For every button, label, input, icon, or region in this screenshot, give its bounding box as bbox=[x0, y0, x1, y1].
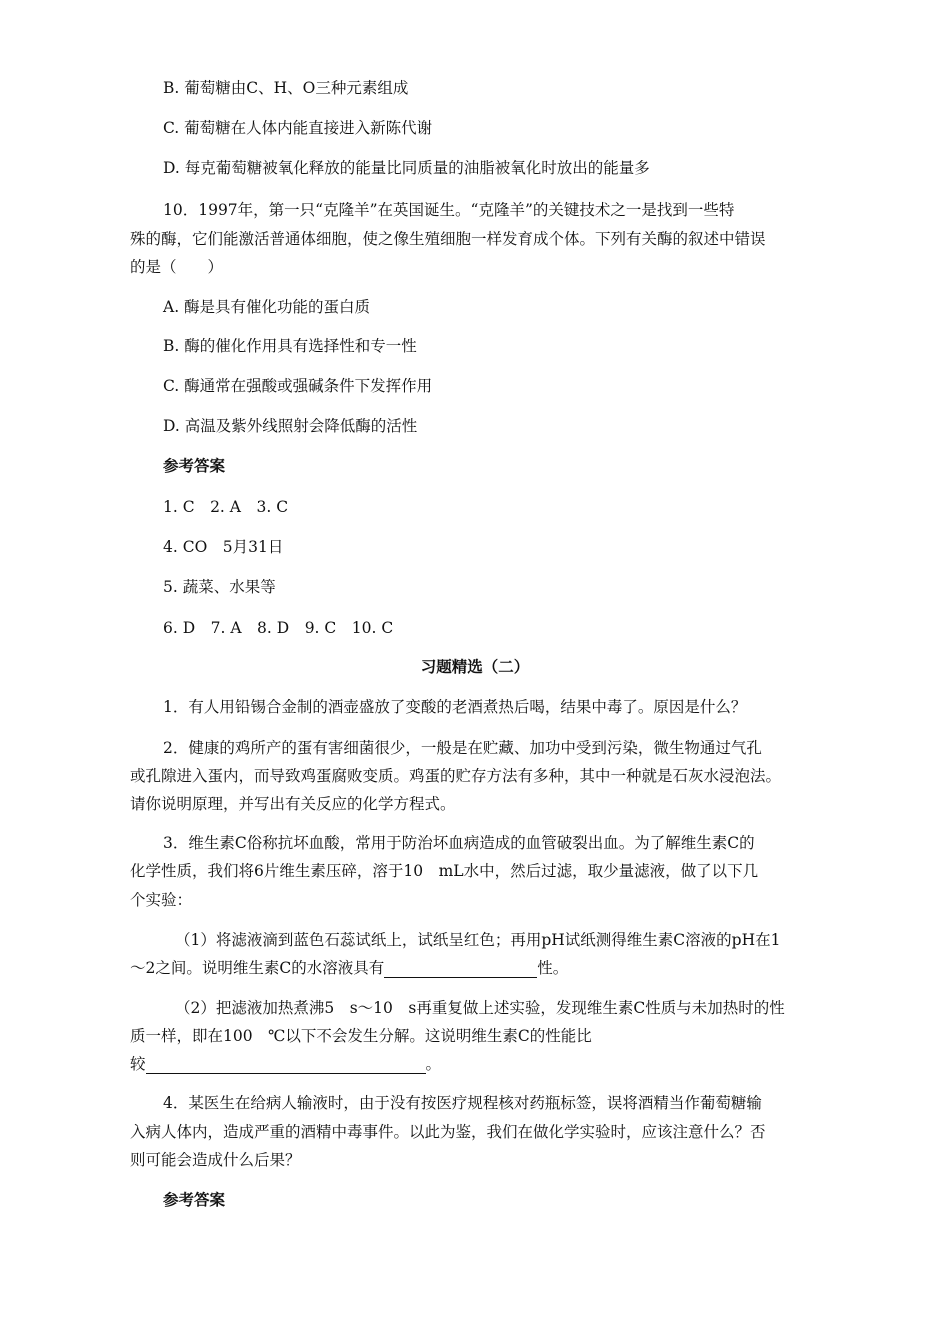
s2-q3-sub2-line-1: （2）把滤液加热煮沸5 s～10 s再重复做上述实验，发现维生素C性质与未加热时的性 bbox=[175, 999, 785, 1017]
s2-q3-sub1-line-1: （1）将滤液滴到蓝色石蕊试纸上，试纸呈红色；再用pH试纸测得维生素C溶液的pH在1 bbox=[175, 931, 781, 949]
answer-line-3: 5. 蔬菜、水果等 bbox=[163, 578, 276, 596]
s2-q4-line-3: 则可能会造成什么后果？ bbox=[130, 1151, 301, 1169]
s2-q3-line-3: 个实验： bbox=[130, 891, 193, 909]
s2-q2-line-1: 2．健康的鸡所产的蛋有害细菌很少，一般是在贮藏、加功中受到污染，微生物通过气孔 bbox=[163, 739, 762, 757]
q10-option-a: A. 酶是具有催化功能的蛋白质 bbox=[163, 298, 371, 316]
s2-q3-sub1-suffix: 性。 bbox=[537, 959, 569, 977]
q9-option-b: B. 葡萄糖由C、H、O三种元素组成 bbox=[163, 79, 409, 97]
s2-q3-sub2-suffix: 。 bbox=[425, 1055, 442, 1073]
answer-blank bbox=[146, 1057, 426, 1074]
answer-line-4: 6. D 7. A 8. D 9. C 10. C bbox=[163, 619, 394, 637]
q10-stem-line-3: 的是（ ） bbox=[130, 258, 224, 276]
s2-q3-sub2-line-3 bbox=[130, 1054, 441, 1074]
s2-q3-line-2: 化学性质，我们将6片维生素压碎，溶于10 mL水中，然后过滤，取少量滤液，做了以下几 bbox=[130, 862, 759, 880]
answer-blank bbox=[384, 961, 537, 978]
s2-q2-line-3: 请你说明原理，并写出有关反应的化学方程式。 bbox=[130, 795, 456, 813]
q10-stem-line-2: 殊的酶，它们能激活普通体细胞，使之像生殖细胞一样发育成个体。下列有关酶的叙述中错误 bbox=[130, 230, 766, 248]
s2-q4-line-2: 入病人体内，造成严重的酒精中毒事件。以此为鉴，我们在做化学实验时，应该注意什么？否 bbox=[130, 1123, 766, 1141]
answers-heading-2: 参考答案 bbox=[163, 1191, 226, 1209]
q10-option-c: C. 酶通常在强酸或强碱条件下发挥作用 bbox=[163, 377, 433, 395]
q9-option-d: D. 每克葡萄糖被氧化释放的能量比同质量的油脂被氧化时放出的能量多 bbox=[163, 159, 650, 177]
answers-heading: 参考答案 bbox=[163, 457, 226, 475]
s2-q3-sub2-line-2: 质一样，即在100 ℃以下不会发生分解。这说明维生素C的性能比 bbox=[130, 1027, 592, 1045]
answer-line-2: 4. CO 5月31日 bbox=[163, 538, 284, 556]
s2-q2-line-2: 或孔隙进入蛋内，而导致鸡蛋腐败变质。鸡蛋的贮存方法有多种，其中一种就是石灰水浸泡法。 bbox=[130, 767, 782, 785]
answer-line-1: 1. C 2. A 3. C bbox=[163, 498, 289, 516]
s2-q3-sub1-text: ～2之间。说明维生素C的水溶液具有 bbox=[130, 959, 385, 977]
section-title: 习题精选（二） bbox=[420, 658, 530, 676]
s2-q3-sub1-line-2 bbox=[130, 958, 568, 978]
q10-option-d: D. 高温及紫外线照射会降低酶的活性 bbox=[163, 417, 418, 435]
s2-q3-sub2-text: 较 bbox=[130, 1055, 146, 1073]
s2-q3-line-1: 3．维生素C俗称抗坏血酸，常用于防治坏血病造成的血管破裂出血。为了解维生素C的 bbox=[163, 834, 755, 852]
s2-q4-line-1: 4．某医生在给病人输液时，由于没有按医疗规程核对药瓶标签，误将酒精当作葡萄糖输 bbox=[163, 1094, 762, 1112]
q10-stem-line-1: 10．1997年，第一只“克隆羊”在英国诞生。“克隆羊”的关键技术之一是找到一些特 bbox=[163, 201, 735, 219]
q9-option-c: C. 葡萄糖在人体内能直接进入新陈代谢 bbox=[163, 119, 433, 137]
s2-q1: 1．有人用铅锡合金制的酒壶盛放了变酸的老酒煮热后喝，结果中毒了。原因是什么？ bbox=[163, 698, 747, 716]
q10-option-b: B. 酶的催化作用具有选择性和专一性 bbox=[163, 337, 417, 355]
